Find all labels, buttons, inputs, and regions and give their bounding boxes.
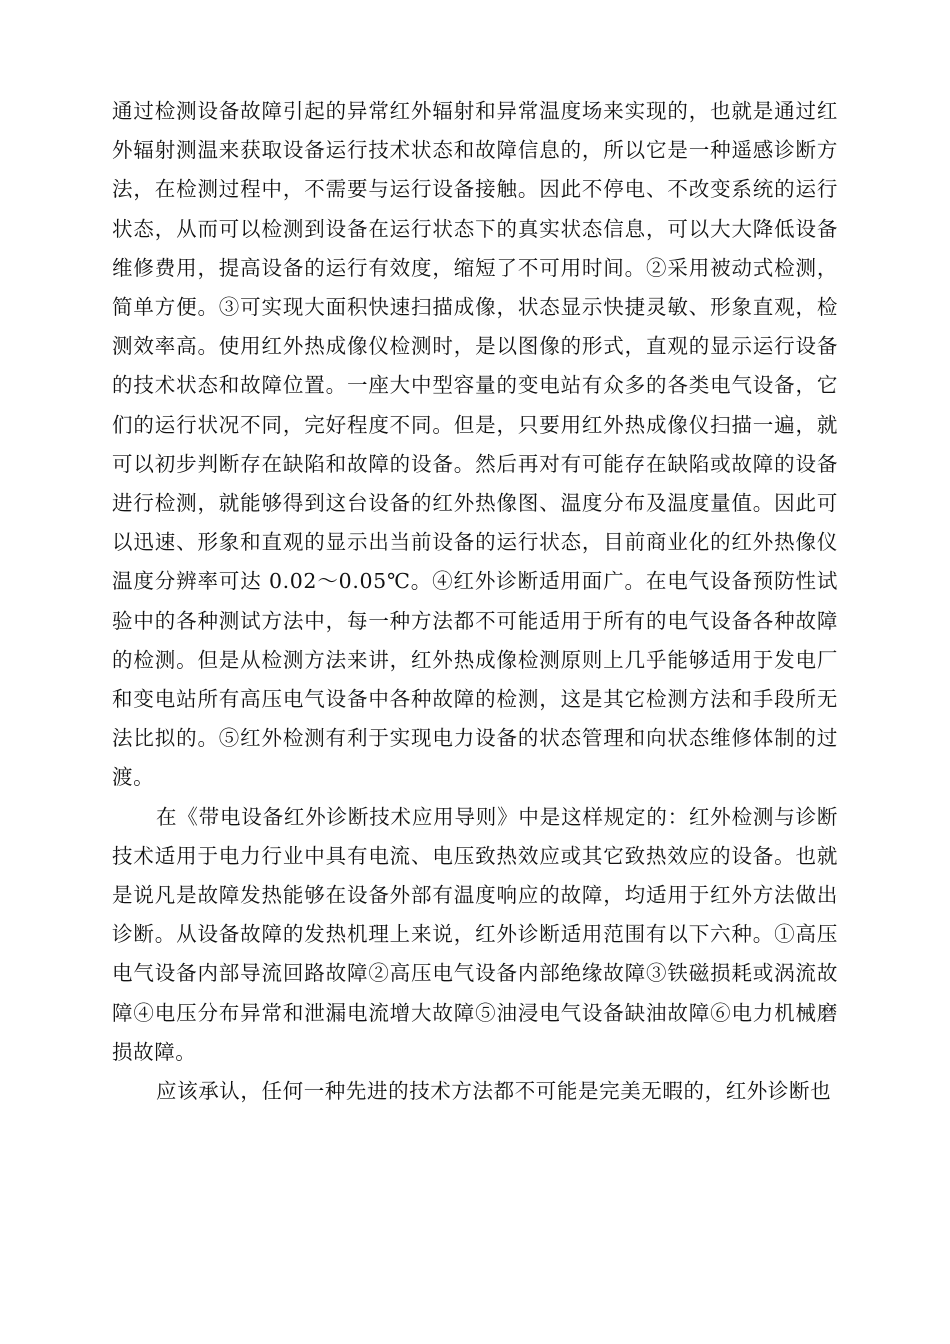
document-body <box>112 92 838 1111</box>
paragraph-3: 应该承认，任何一种先进的技术方法都不可能是完美无暇的，红外诊断也 <box>156 1079 832 1104</box>
paragraph-1: 通过检测设备故障引起的异常红外辐射和异常温度场来实现的，也就是通过红外辐射测温来获取设备运行技术状态和故障信息的，所以它是一种遥感诊断方法，在检测过程中，不需要与运行设备接触。因此不停电、不改变系统的运行状态，从而可以检测到设备在运行状态下的真实状态信息，可以大大降低设备维修费用，提高设备的运行有效度，缩短了不可用时间。②采用被动式检测，简单方便。③可实现大面积快速扫描成像，状态显示快捷灵敏、形象直观，检测效率高。使用红外热成像仪检测时，是以图像的形式，直观的显示运行设备的技术状态和故障位置。一座大中型容量的变电站有众多的各类电气设备，它们的运行状况不同，完好程度不同。但是，只要用红外热成像仪扫描一遍，就可以初步判断存在缺陷和故障的设备。然后再对有可能存在缺陷或故障的设备进行检测，就能够得到这台设备的红外热像图、温度分布及温度量值。因此可以迅速、形象和直观的显示出当前设备的运行状态，目前商业化的红外热像仪温度分辨率可达 0.02～0.05℃。④红外诊断适用面广。在电气设备预防性试验中的各种测试方法中，每一种方法都不可能适用于所有的电气设备各种故障的检测。但是从检测方法来讲，红外热成像检测原则上几乎能够适用于发电厂和变电站所有高压电气设备中各种故障的检测，这是其它检测方法和手段所无法比拟的。⑤红外检测有利于实现电力设备的状态管理和向状态维修体制的过渡。 <box>112 99 838 790</box>
paragraph-2: 在《带电设备红外诊断技术应用导则》中是这样规定的：红外检测与诊断技术适用于电力行业中具有电流、电压致热效应或其它致热效应的设备。也就是说凡是故障发热能够在设备外部有温度响应的故障，均适用于红外方法做出诊断。从设备故障的发热机理上来说，红外诊断适用范围有以下六种。①高压电气设备内部导流回路故障②高压电气设备内部绝缘故障③铁磁损耗或涡流故障④电压分布异常和泄漏电流增大故障⑤油浸电气设备缺油故障⑥电力机械磨损故障。 <box>112 804 838 1064</box>
